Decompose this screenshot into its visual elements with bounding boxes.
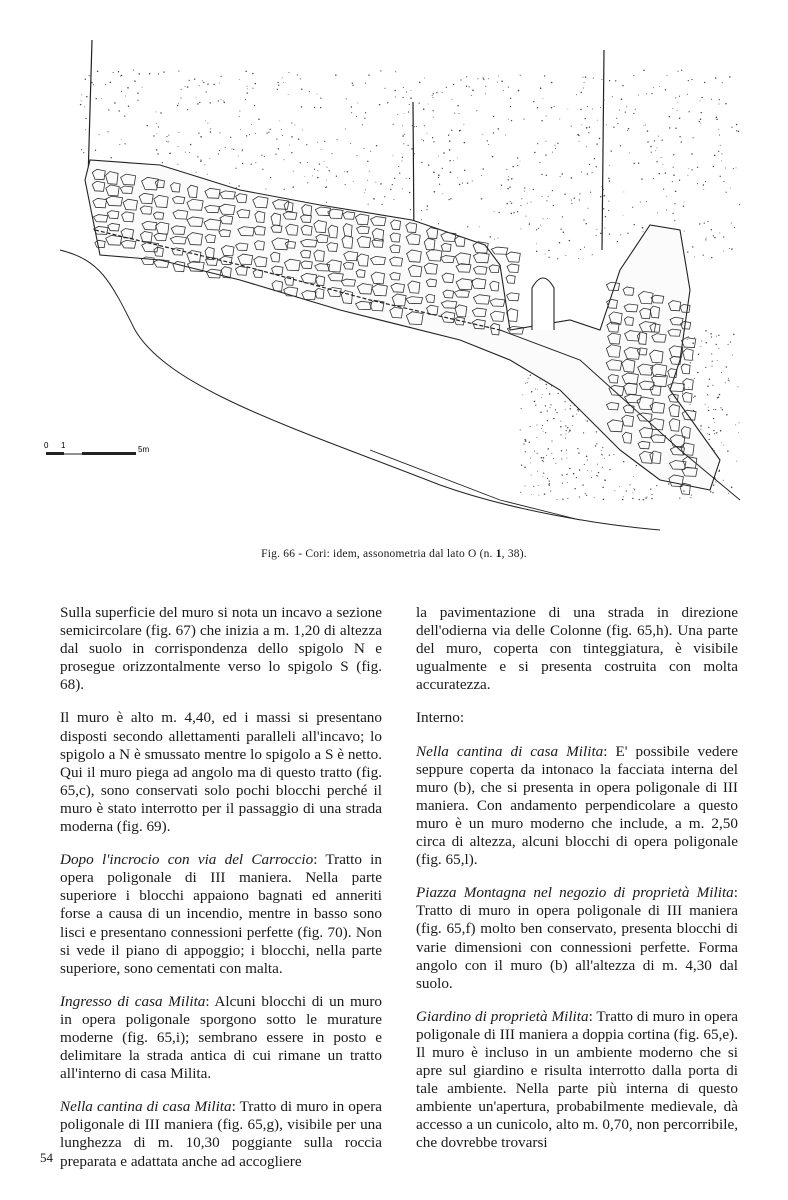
figure-caption [0,548,788,560]
scale-bar [44,441,149,455]
caption-bold: 1 [495,548,502,560]
wall-axonometric-drawing [40,30,750,540]
stone [507,293,520,301]
stone [507,264,519,273]
paragraph: Giardino di proprietà Milita: Tratto di muro in opera poligonale di III maniera a doppia cortina (fig. 65,e). Il muro è incluso in un ambiente moderno che si apre sul giardino e risulta interrotto dalla porta di tale ambiente. Nella parte più interna di questo ambiente un'apertura, probabilmente medievale, dà accesso a un cunicolo, alto m. 0,70, non percorribile, che dovrebbe trovarsi [416,1007,738,1152]
paragraph: Nella cantina di casa Milita: Tratto di muro in opera poligonale di III maniera (fig. 65,g), visibile per una lunghezza di m. 10,30 poggiante sulla roccia preparata e adattata anche ad accogliere [60,1098,383,1170]
caption-suffix: , 38). [501,548,527,560]
figure-drawing [40,30,750,540]
scale-tick-1: 1 [61,441,66,450]
stone [506,252,520,262]
caption-prefix: Fig. 66 - Cori: idem, assonometria dal lato O (n. [261,548,496,560]
stone [682,392,692,402]
paragraph: Ingresso di casa Milita: Alcuni blocchi di un muro in opera poligonale sporgono sotto le murature moderne (fig. 65,i); sembrano essere in posto e delimitare la strada antica di cui rimane un tratto all'interno di casa Milita. [60,992,382,1083]
paragraph-heading: Ingresso di casa Milita [60,992,206,1010]
scale-tick-0: 0 [44,441,49,450]
paragraph: Piazza Montagna nel negozio di proprietà Milita: Tratto di muro in opera poligonale di III maniera (fig. 65,f) molto ben conservato, presenta blocchi di varie dimensioni con connessioni perfette. Forma angolo con il muro (b) all'altezza di m. 4,30 dal suolo. [416,884,738,992]
stone [683,349,693,361]
paragraph-heading: Piazza Montagna nel negozio di proprietà Milita [416,884,734,902]
paragraph: Dopo l'incrocio con via del Carroccio: Tratto in opera poligonale di III maniera. Nella parte superiore i blocchi appaiono bagnati ed anneriti forse a causa di un incendio, mentre in basso sono lisci e presentano connessioni perfette (fig. 70). Non si vede il piano di appoggio; i blocchi, nella parte superiore, sono cementati con malta. [60,851,382,977]
paragraph-heading: Nella cantina di casa Milita [60,1098,232,1116]
doorway [532,278,554,330]
scale-label: 5m [138,445,150,454]
right-column [416,604,738,1153]
paragraph-heading: Giardino di proprietà Milita [416,1007,589,1025]
stone [507,309,518,322]
paragraph: Nella cantina di casa Milita: E' possibile vedere seppure coperta da intonaco la facciata interna del muro (b), che si presenta in opera poligonale di III maniera. Con andamento perpendicolare a questo muro è un muro moderno che include, a m. 2,50 circa di altezza, alcuni blocchi di opera poligonale (fig. 65,l). [416,742,739,869]
section-label: Interno: [416,709,465,727]
paragraph: Sulla superficie del muro si nota un incavo a sezione semicircolare (fig. 67) che inizia a m. 1,20 di altezza dal suolo in corrispondenza dello spigolo N e prosegue orizzontalmente verso lo spigolo S (fig. 68). [60,604,382,694]
paragraph-heading: Nella cantina di casa Milita [416,742,604,760]
stone [491,247,507,254]
paragraph: la pavimentazione di una strada in direzione dell'odierna via delle Colonne (fig. 65,h). Una parte del muro, coperta con tinteggiatura, è visibile ugualmente e si presenta costruita con molta accuratezza. [416,604,738,694]
page-number: 54 [40,1150,53,1165]
stone [681,364,690,374]
paragraph: Il muro è alto m. 4,40, ed i massi si presentano disposti secondo allettamenti paralleli all'incavo; lo spigolo a N è smussato mentre lo spigolo a S è netto. Qui il muro piega ad angolo ma di questo tratto (fig. 65,c), sono conservati solo pochi blocchi perché il muro è stato interrotto per il passaggio di una strada moderna (fig. 69). [60,709,382,836]
left-column [60,604,382,1171]
stone [506,275,515,283]
paragraph-heading: Dopo l'incrocio con via del Carroccio [60,851,314,869]
